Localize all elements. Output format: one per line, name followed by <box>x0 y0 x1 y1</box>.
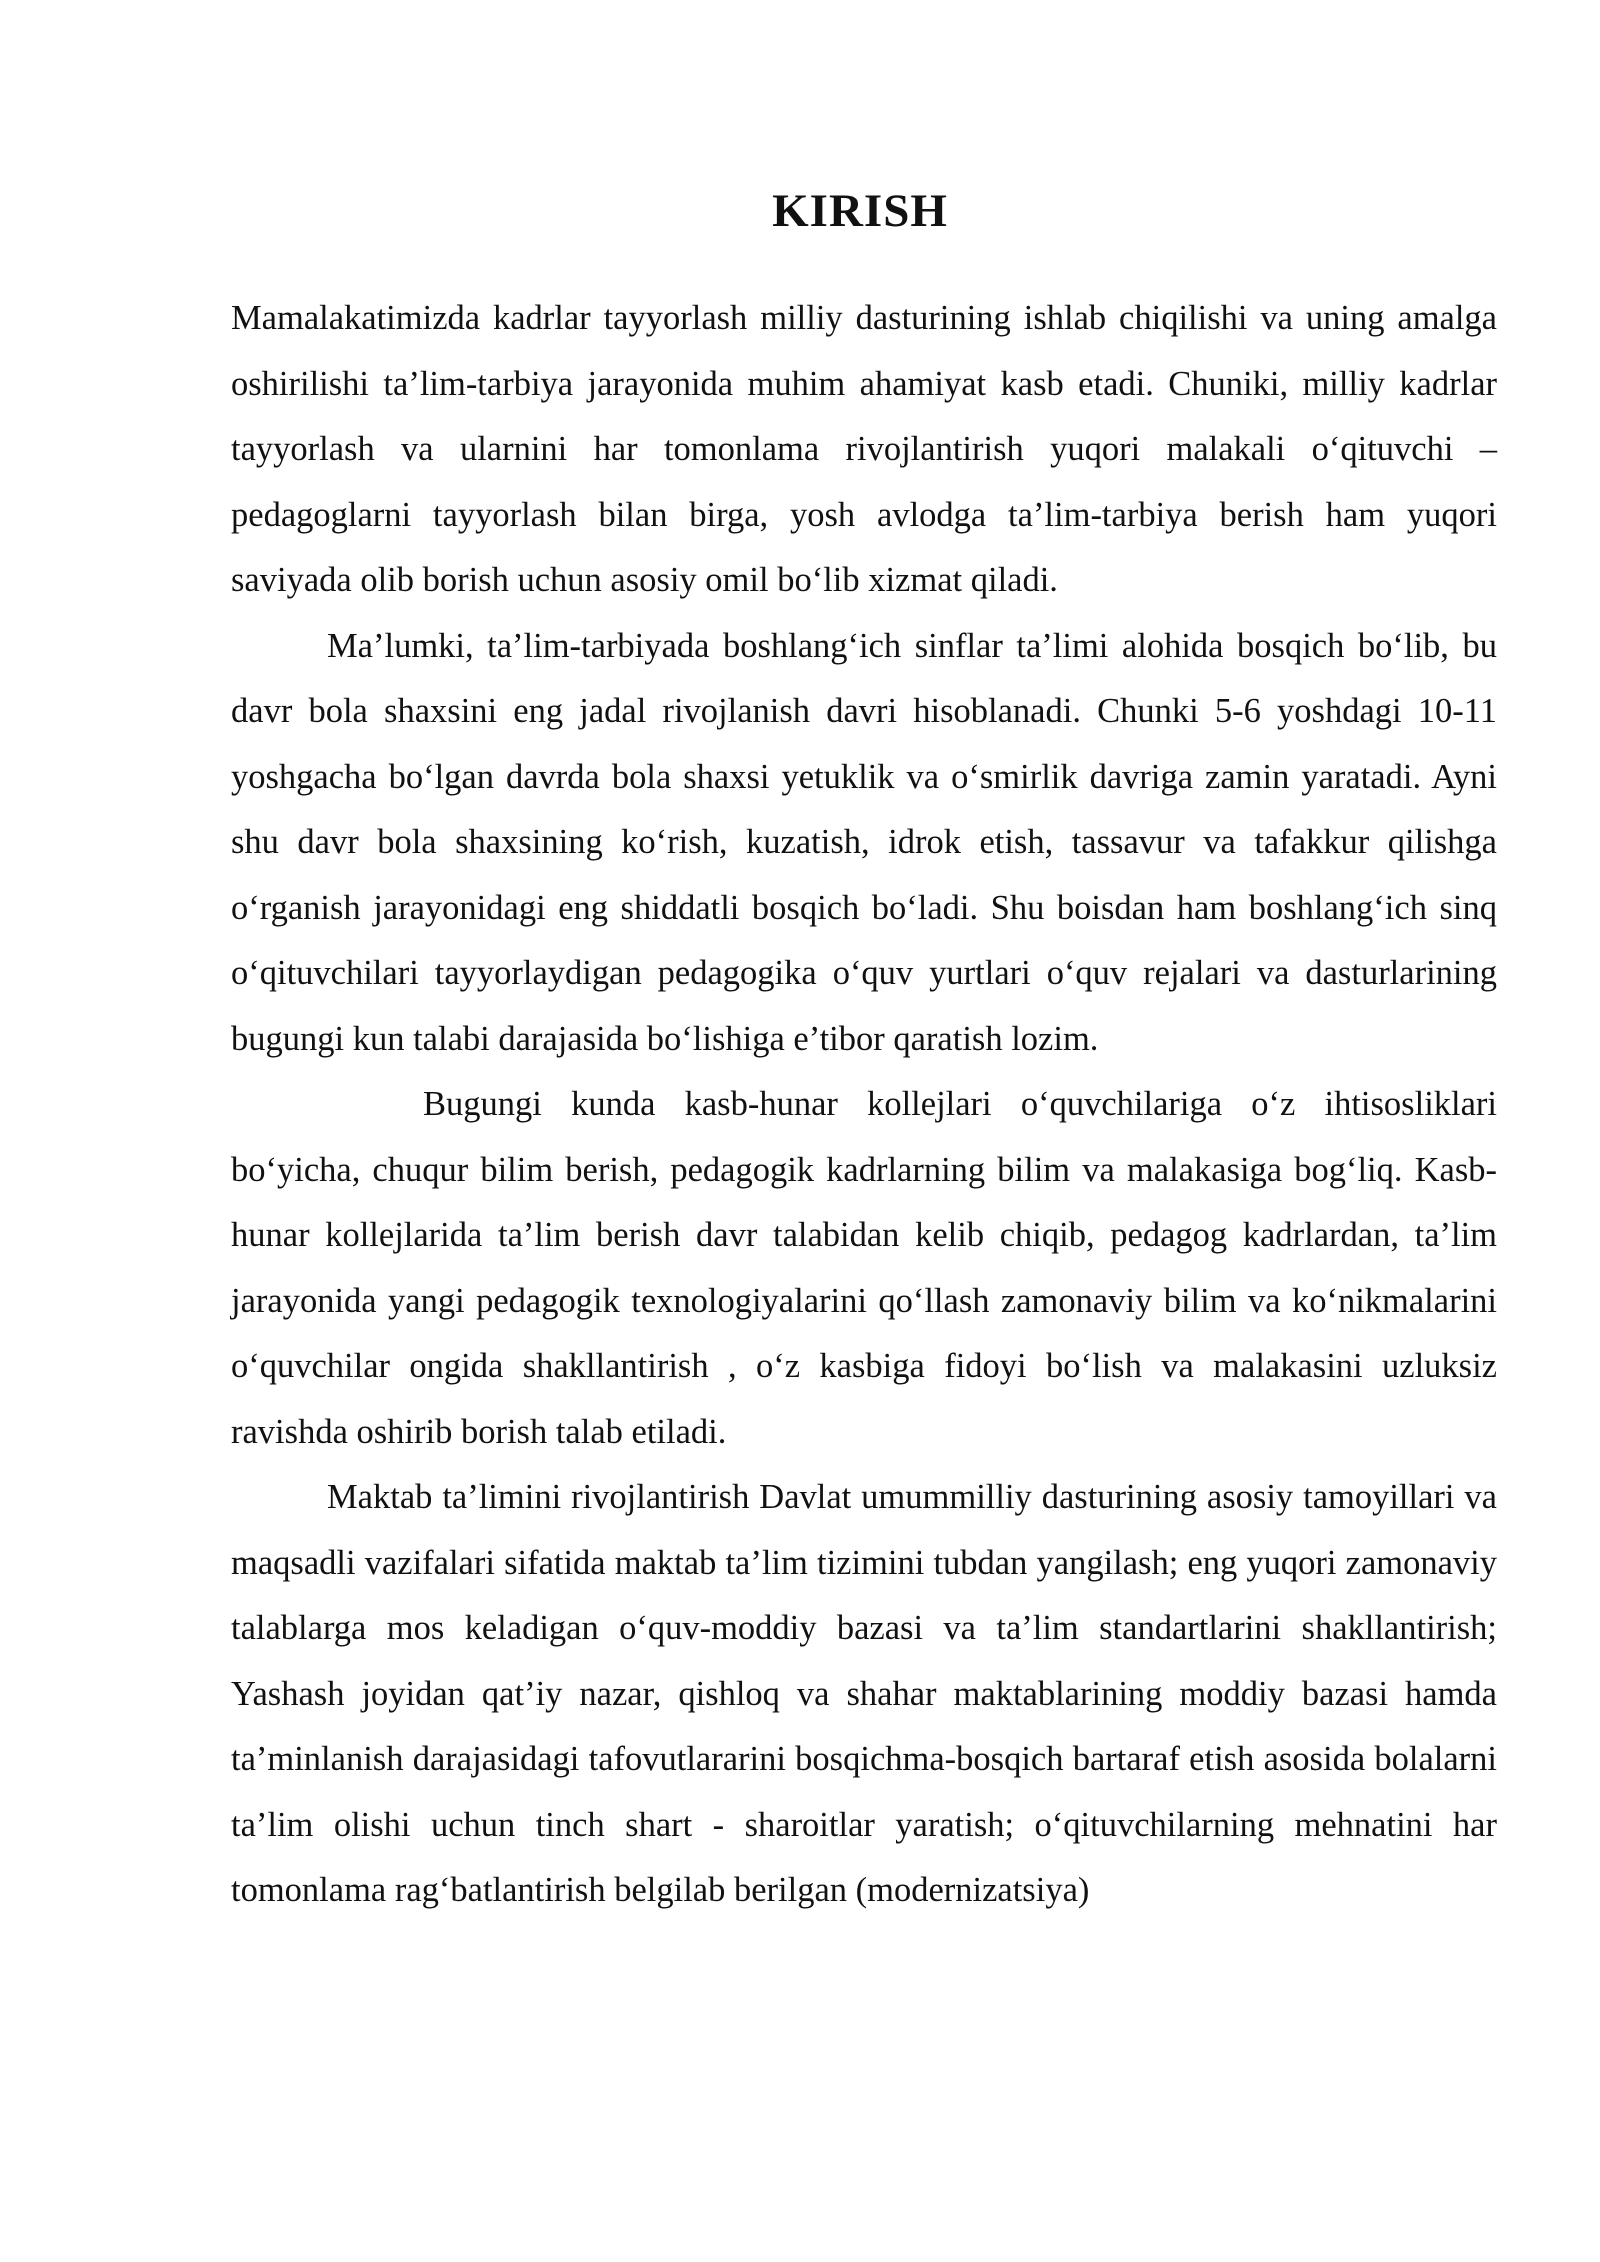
paragraph-4: Maktab ta’limini rivojlantirish Davlat umummilliy dasturining asosiy tamoyillari va maqsadli vazifalari sifatida maktab ta’lim tizimini tubdan yangilash; eng yuqori zamonaviy talablarga mos keladigan o‘quv-moddiy bazasi va ta’lim standartlarini shakllantirish; Yashash joyidan qat’iy nazar, qishloq va shahar maktablarining moddiy bazasi hamda ta’minlanish darajasidagi tafovutlararini bosqichma-bosqich bartaraf etish asosida bolalarni ta’lim olishi uchun tinch shart - sharoitlar yaratish; o‘qituvchilarning mehnatini har tomonlama rag‘batlantirish belgilab berilgan (modernizatsiya) <box>231 1478 1497 1909</box>
page-title: KIRISH <box>772 185 948 238</box>
paragraph-3: Bugungi kunda kasb-hunar kollejlari o‘quvchilariga o‘z ihtisosliklari bo‘yicha, chuqur bilim berish, pedagogik kadrlarning bilim va malakasiga bog‘liq. Kasb-hunar kollejlarida ta’lim berish davr talabidan kelib chiqib, pedagog kadrlardan, ta’lim jarayonida yangi pedagogik texnologiyalarini qo‘llash zamonaviy bilim va ko‘nikmalarini o‘quvchilar ongida shakllantirish , o‘z kasbiga fidoyi bo‘lish va malakasini uzluksiz ravishda oshirib borish talab etiladi. <box>231 1085 1497 1451</box>
paragraph-2: Ma’lumki, ta’lim-tarbiyada boshlang‘ich sinflar ta’limi alohida bosqich bo‘lib, bu davr bola shaxsini eng jadal rivojlanish davri hisoblanadi. Chunki 5-6 yoshdagi 10-11 yoshgacha bo‘lgan davrda bola shaxsi yetuklik va o‘smirlik davriga zamin yaratadi. Ayni shu davr bola shaxsining ko‘rish, kuzatish, idrok etish, tassavur va tafakkur qilishga o‘rganish jarayonidagi eng shiddatli bosqich bo‘ladi. Shu boisdan ham boshlang‘ich sinq o‘qituvchilari tayyorlaydigan pedagogika o‘quv yurtlari o‘quv rejalari va dasturlarining bugungi kun talabi darajasida bo‘lishiga e’tibor qaratish lozim. <box>231 626 1497 1058</box>
document-body <box>231 286 1497 1924</box>
paragraph-1: Mamalakatimizda kadrlar tayyorlash milliy dasturining ishlab chiqilishi va uning amalga oshirilishi ta’lim-tarbiya jarayonida muhim ahamiyat kasb etadi. Chuniki, milliy kadrlar tayyorlash va ularnini har tomonlama rivojlantirish yuqori malakali o‘qituvchi –pedagoglarni tayyorlash bilan birga, yosh avlodga ta’lim-tarbiya berish ham yuqori saviyada olib borish uchun asosiy omil bo‘lib xizmat qiladi. <box>231 299 1497 599</box>
